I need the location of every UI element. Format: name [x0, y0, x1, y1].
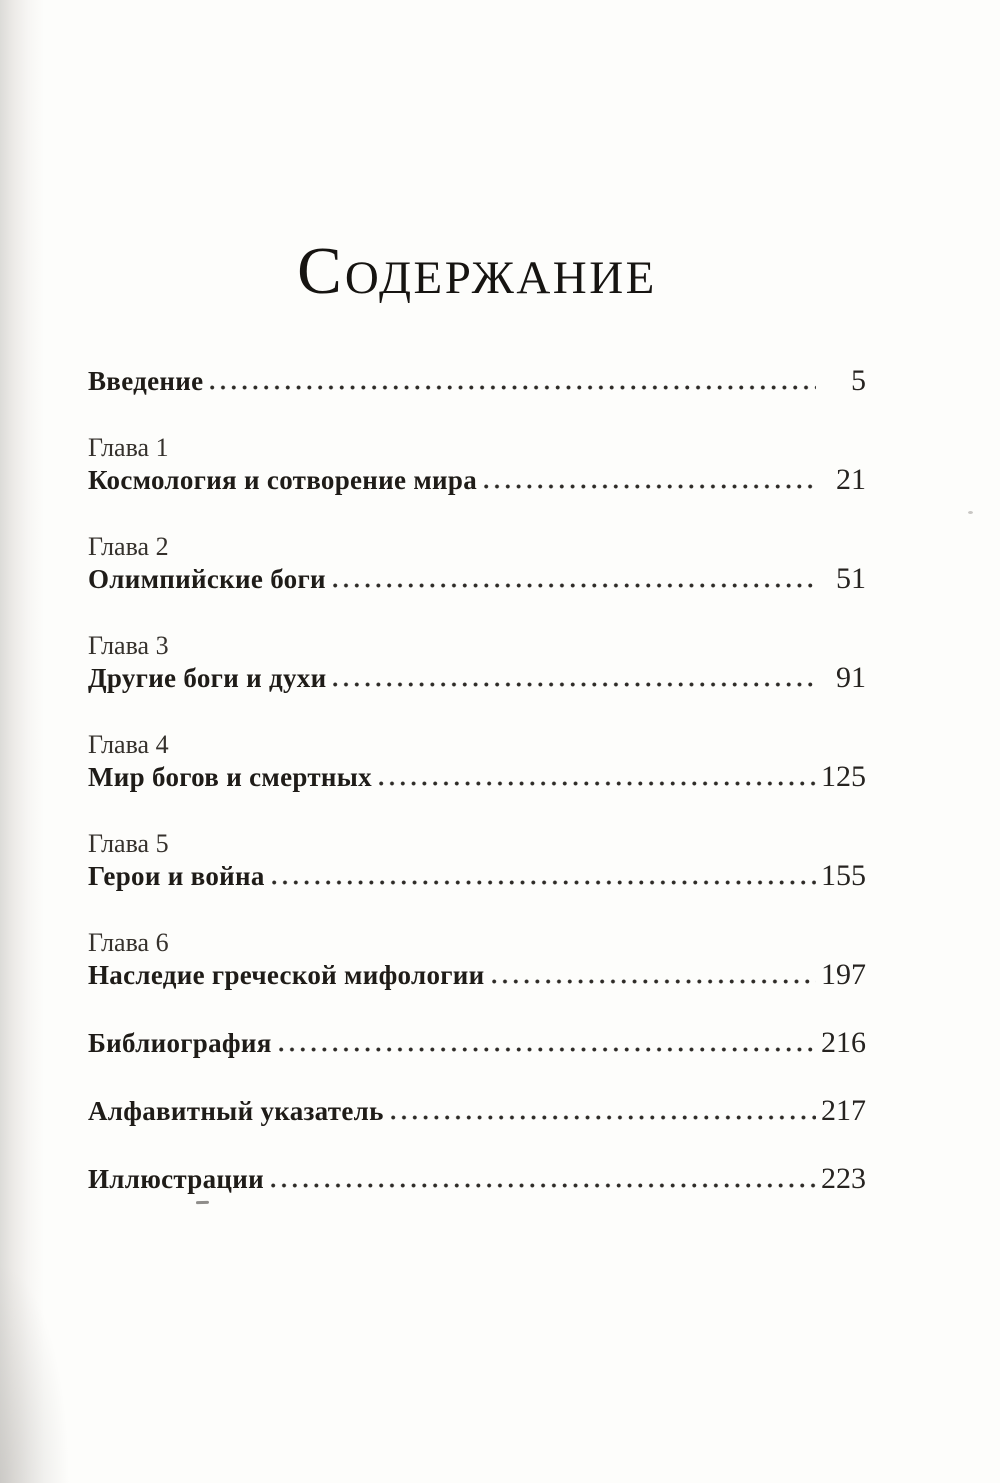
toc-page-number: 91 [836, 660, 866, 694]
toc-page-number: 217 [821, 1093, 866, 1127]
toc-content [88, 0, 866, 1196]
toc-entry [88, 630, 866, 695]
toc-chapter-label: Глава 4 [88, 729, 169, 759]
toc-entry-title: Иллюстрации [88, 1163, 264, 1194]
dot-leader [391, 1113, 816, 1122]
toc-entry [88, 1026, 866, 1060]
dot-leader [333, 680, 816, 689]
toc-page-number: 125 [821, 759, 866, 793]
toc-entry-title: Мир богов и смертных [88, 761, 372, 792]
toc-page-number: 5 [851, 363, 866, 397]
toc-entry-row [88, 859, 866, 893]
page-gutter-shadow [0, 0, 44, 1483]
toc-page-number: 21 [836, 462, 866, 496]
scan-artifact-dash [196, 1201, 209, 1204]
toc-entry-title: Наследие греческой мифологии [88, 959, 485, 990]
toc-entry-row [88, 1026, 866, 1060]
dot-leader [379, 779, 816, 788]
toc-entry-title: Введение [88, 365, 204, 396]
toc-page-number: 216 [821, 1025, 866, 1059]
dot-leader [271, 1181, 816, 1190]
toc-entry [88, 1094, 866, 1128]
toc-entry-row [88, 1162, 866, 1196]
toc-chapter-label: Глава 3 [88, 630, 169, 660]
toc-entry [88, 531, 866, 596]
toc-entry-title: Другие боги и духи [88, 662, 327, 693]
page-corner-shadow [0, 1263, 70, 1483]
toc-entry [88, 1162, 866, 1196]
toc-entry-row [88, 661, 866, 695]
dot-leader [333, 581, 816, 590]
scan-artifact-dot [968, 511, 973, 514]
dot-leader [279, 1045, 816, 1054]
toc-entry-row [88, 958, 866, 992]
toc-entry-title: Библиография [88, 1027, 272, 1058]
toc-chapter-label: Глава 5 [88, 828, 169, 858]
dot-leader [210, 383, 816, 392]
toc-entry-row [88, 562, 866, 596]
toc-entry-title: Герои и война [88, 860, 265, 891]
toc-entry-row [88, 463, 866, 497]
toc-chapter-label: Глава 6 [88, 927, 169, 957]
toc-entry-row [88, 364, 866, 398]
toc-list [88, 364, 866, 1196]
toc-entry-title: Олимпийские боги [88, 563, 326, 594]
toc-entry [88, 927, 866, 992]
toc-entry-title: Космология и сотворение мира [88, 464, 478, 495]
toc-entry-title: Алфавитный указатель [88, 1095, 384, 1126]
toc-page-number: 51 [836, 561, 866, 595]
toc-chapter-label: Глава 1 [88, 432, 169, 462]
dot-leader [272, 878, 816, 887]
toc-entry [88, 364, 866, 398]
toc-page-number: 155 [821, 858, 866, 892]
dot-leader [492, 977, 816, 986]
toc-entry [88, 729, 866, 794]
toc-page-number: 223 [821, 1161, 866, 1195]
toc-entry [88, 828, 866, 893]
toc-page-number: 197 [821, 957, 866, 991]
toc-entry-row [88, 760, 866, 794]
page-title: СОДЕРЖАНИЕ [297, 234, 657, 308]
toc-entry [88, 432, 866, 497]
toc-chapter-label: Глава 2 [88, 531, 169, 561]
toc-entry-row [88, 1094, 866, 1128]
dot-leader [484, 482, 816, 491]
